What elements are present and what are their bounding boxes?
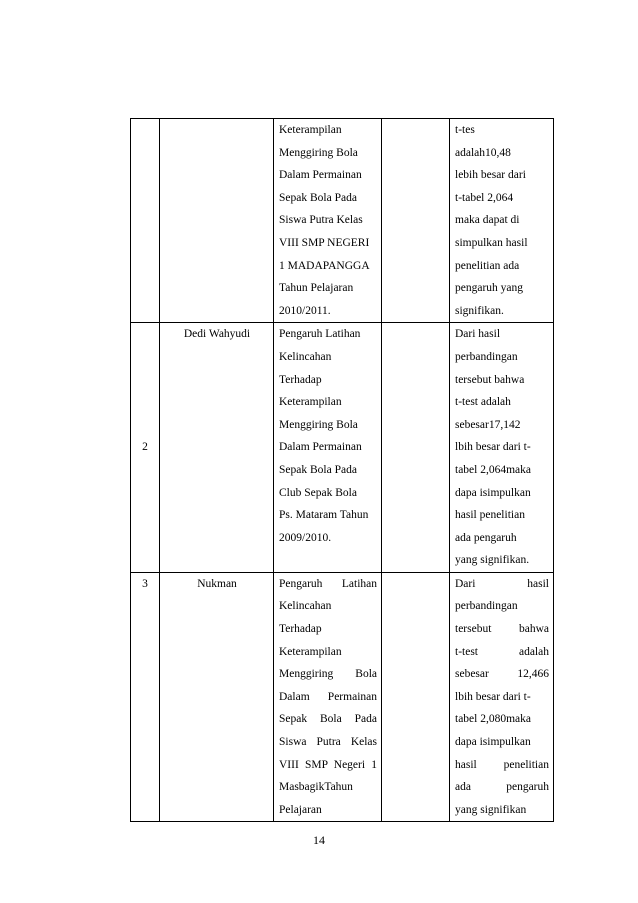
result-line: maka dapat di — [455, 214, 520, 227]
research-title-cell — [274, 572, 382, 822]
result-line: dapa isimpulkan — [455, 736, 531, 749]
result-line: lbih besar dari t- — [455, 441, 531, 454]
result-line: hasil penelitian — [455, 509, 525, 522]
blank-cell — [382, 119, 450, 323]
title-line: MasbagikTahun — [279, 781, 353, 794]
result-line: Dari hasil — [455, 328, 501, 341]
title-line: Sepak Bola Pada — [279, 713, 377, 726]
blank-cell — [382, 323, 450, 573]
result-line: ada pengaruh — [455, 781, 549, 794]
research-title-cell — [274, 119, 382, 323]
title-line: Pengaruh Latihan — [279, 328, 361, 341]
literature-review-table — [130, 118, 554, 822]
title-line: Menggiring Bola — [279, 668, 377, 681]
title-line: Sepak Bola Pada — [279, 463, 357, 476]
result-line: tabel 2,064maka — [455, 463, 532, 476]
researcher-name-cell: Dedi Wahyudi — [160, 323, 274, 573]
table-row — [131, 323, 554, 573]
table-row — [131, 119, 554, 323]
title-line: VIII SMP Negeri 1 — [279, 758, 377, 771]
title-line: Siswa Putra Kelas — [279, 736, 377, 749]
title-line: Club Sepak Bola — [279, 486, 357, 499]
title-line: Sepak Bola Pada — [279, 191, 357, 204]
title-line: Kelincahan — [279, 350, 332, 363]
row-number-cell — [131, 119, 160, 323]
result-line: lebih besar dari — [455, 169, 526, 182]
title-line: Keterampilan — [279, 124, 342, 136]
title-line: Keterampilan — [279, 396, 342, 409]
result-line: t-test adalah — [455, 396, 511, 409]
result-line: perbandingan — [455, 350, 518, 363]
result-line: tersebut bahwa — [455, 623, 549, 636]
result-line: hasil penelitian — [455, 758, 549, 771]
result-line: tersebut bahwa — [455, 373, 525, 386]
title-line: 2010/2011. — [279, 304, 331, 317]
title-line: Menggiring Bola — [279, 418, 358, 431]
title-line: Terhadap — [279, 373, 322, 386]
title-line: Dalam Permainan — [279, 690, 377, 703]
result-line: t-tes — [455, 124, 475, 136]
researcher-name-cell — [160, 119, 274, 323]
title-line: VIII SMP NEGERI — [279, 236, 370, 249]
result-line: perbandingan — [455, 600, 518, 613]
title-line: Terhadap — [279, 623, 322, 636]
researcher-name-cell: Nukman — [160, 572, 274, 822]
title-line: Pelajaran — [279, 803, 322, 816]
result-line: adalah10,48 — [455, 146, 511, 159]
result-line: dapa isimpulkan — [455, 486, 531, 499]
title-line: Pengaruh Latihan — [279, 577, 377, 590]
title-line: Keterampilan — [279, 645, 342, 658]
row-number-cell: 2 — [131, 323, 160, 573]
page-number: 14 — [313, 833, 325, 847]
result-line: penelitian ada — [455, 259, 520, 272]
result-line: sebesar17,142 — [455, 418, 521, 431]
title-line: Menggiring Bola — [279, 146, 358, 159]
result-line: ada pengaruh — [455, 531, 517, 544]
result-line: signifikan. — [455, 304, 504, 317]
title-line: Ps. Mataram Tahun — [279, 509, 369, 522]
result-line: sebesar 12,466 — [455, 668, 549, 681]
title-line: Dalam Permainan — [279, 169, 362, 182]
row-number-cell: 3 — [131, 572, 160, 822]
result-line: t-tabel 2,064 — [455, 191, 514, 204]
title-line: Tahun Pelajaran — [279, 282, 354, 295]
title-line: Siswa Putra Kelas — [279, 214, 363, 227]
result-line: yang signifikan — [455, 803, 527, 816]
result-line: t-test adalah — [455, 645, 549, 658]
result-line: lbih besar dari t- — [455, 690, 531, 703]
result-line: tabel 2,080maka — [455, 713, 532, 726]
title-line: 2009/2010. — [279, 531, 332, 544]
result-line: pengaruh yang — [455, 282, 524, 295]
result-line: simpulkan hasil — [455, 236, 528, 249]
table-row — [131, 572, 554, 822]
blank-cell — [382, 572, 450, 822]
result-cell — [450, 572, 554, 822]
result-cell — [450, 323, 554, 573]
result-line: Dari hasil — [455, 577, 549, 590]
result-line: yang signifikan. — [455, 554, 530, 567]
title-line: Dalam Permainan — [279, 441, 362, 454]
title-line: Kelincahan — [279, 600, 332, 613]
result-cell — [450, 119, 554, 323]
research-title-cell — [274, 323, 382, 573]
title-line: 1 MADAPANGGA — [279, 259, 370, 272]
